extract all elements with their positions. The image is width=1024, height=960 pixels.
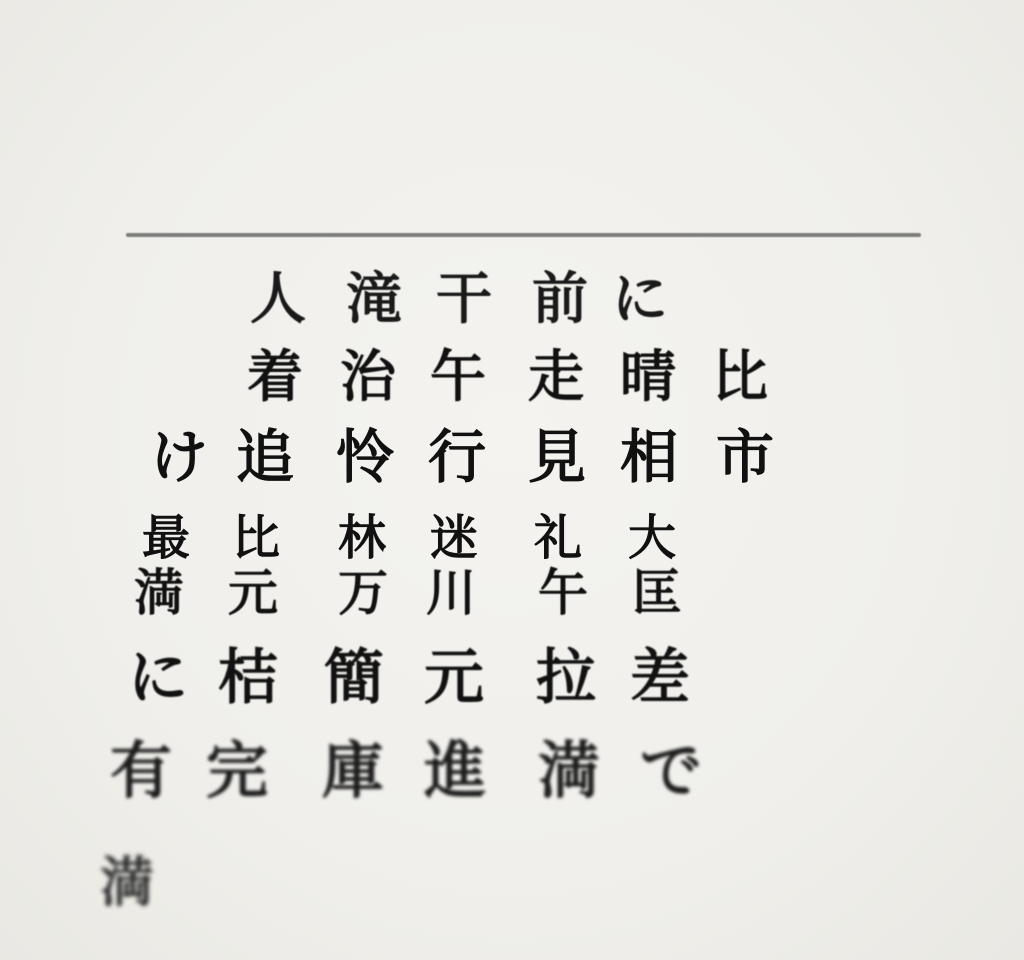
glyph: 晴: [620, 345, 676, 410]
text-line-8: [0, 851, 1024, 926]
glyph: 林: [338, 510, 387, 566]
glyph: 午: [430, 345, 486, 410]
text-line-2: [0, 345, 1024, 420]
glyph: 治: [340, 345, 396, 410]
glyph: 差: [630, 643, 690, 713]
glyph: 行: [428, 423, 487, 491]
text-line-5: [0, 564, 1024, 638]
glyph: 比: [712, 345, 768, 410]
glyph: 追: [236, 423, 295, 491]
glyph: 走: [528, 345, 584, 410]
text-line-6: [0, 643, 1024, 718]
glyph: 庫: [322, 734, 385, 807]
glyph: 着: [247, 345, 303, 410]
glyph: 満: [100, 851, 154, 914]
glyph: 迷: [430, 510, 479, 566]
glyph: 元: [424, 643, 484, 713]
text-line-3: [0, 423, 1024, 498]
glyph: 匡: [632, 564, 682, 622]
glyph: で: [640, 734, 703, 807]
glyph: に: [128, 643, 188, 713]
glyph: 万: [338, 564, 388, 622]
glyph: 拉: [536, 643, 596, 713]
glyph: 完: [206, 734, 269, 807]
glyph: 大: [628, 510, 677, 566]
glyph: 有: [110, 734, 173, 807]
glyph: 相: [620, 423, 679, 491]
glyph: 滝: [346, 267, 402, 332]
glyph: 怜: [336, 423, 395, 491]
text-line-7: [0, 734, 1024, 810]
glyph: 川: [426, 564, 476, 622]
glyph: 元: [228, 564, 278, 622]
glyph: 簡: [324, 643, 384, 713]
glyph: 満: [134, 564, 184, 622]
glyph: 進: [424, 734, 487, 807]
glyph: 市: [716, 423, 775, 491]
glyph: 比: [232, 510, 281, 566]
glyph: 前: [532, 267, 588, 332]
glyph: 干: [436, 267, 492, 332]
horizontal-rule: [126, 233, 921, 237]
glyph: け: [150, 423, 209, 491]
glyph: 満: [538, 734, 601, 807]
glyph: に: [612, 267, 668, 332]
glyph: 見: [528, 423, 587, 491]
text-line-1: [0, 267, 1024, 342]
glyph: 午: [538, 564, 588, 622]
glyph: 礼: [534, 510, 583, 566]
glyph: 人: [250, 267, 306, 332]
glyph: 最: [142, 510, 191, 566]
glyph: 桔: [218, 643, 278, 713]
